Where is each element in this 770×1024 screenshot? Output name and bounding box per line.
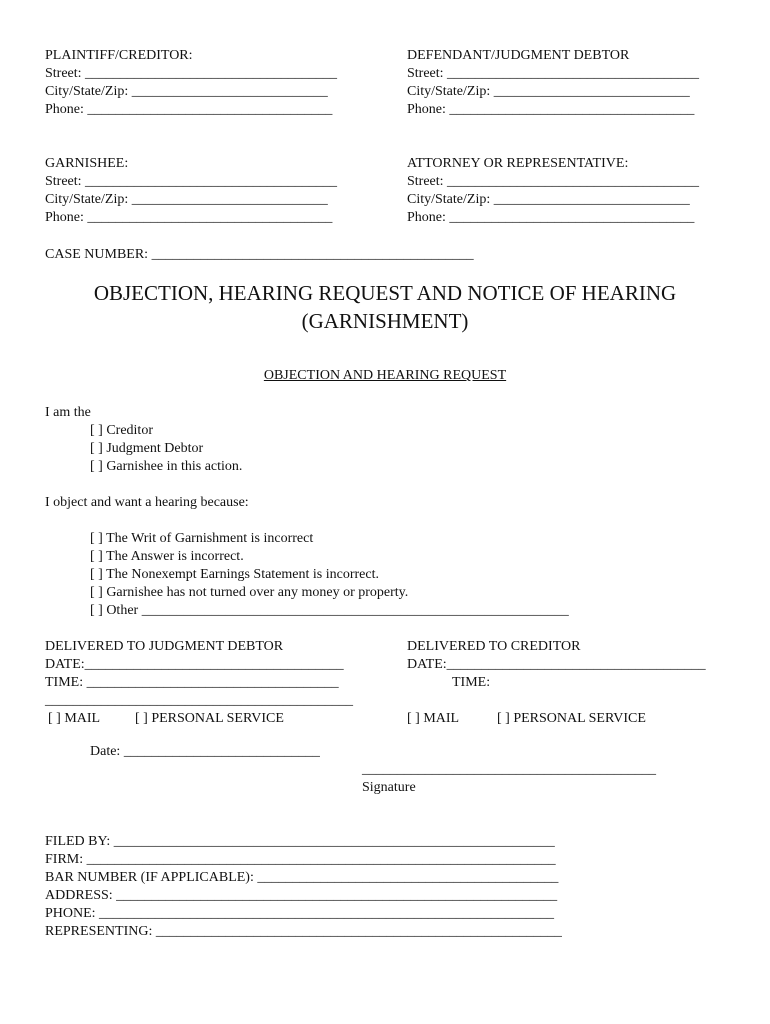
plaintiff-phone-field[interactable]: Phone: ___________________________________ xyxy=(45,102,333,117)
debtor-blank-line[interactable]: ____________________________________________ xyxy=(45,693,353,708)
delivered-debtor-heading: DELIVERED TO JUDGMENT DEBTOR xyxy=(45,639,284,654)
address-field[interactable]: ADDRESS: _______________________________________________________________ xyxy=(45,888,558,903)
garnishee-heading: GARNISHEE: xyxy=(45,156,129,171)
case-number-field[interactable]: CASE NUMBER: ______________________________________________ xyxy=(45,247,474,262)
plaintiff-city-field[interactable]: City/State/Zip: ____________________________ xyxy=(45,84,328,99)
attorney-city-field[interactable]: City/State/Zip: ____________________________ xyxy=(407,192,690,207)
document-title: OBJECTION, HEARING REQUEST AND NOTICE OF HEARING xyxy=(93,281,677,305)
creditor-mail-checkbox[interactable]: [ ] MAIL xyxy=(407,711,460,726)
debtor-personal-service-checkbox[interactable]: [ ] PERSONAL SERVICE xyxy=(135,711,284,726)
reason-other-checkbox[interactable]: [ ] Other _____________________________________________________________ xyxy=(90,603,569,618)
signature-label: Signature xyxy=(362,780,416,795)
delivered-creditor-heading: DELIVERED TO CREDITOR xyxy=(407,639,581,654)
defendant-phone-field[interactable]: Phone: ___________________________________ xyxy=(407,102,695,117)
phone-field[interactable]: PHONE: _________________________________________________________________ xyxy=(45,906,555,921)
garnishee-street-field[interactable]: Street: ____________________________________ xyxy=(45,174,338,189)
plaintiff-street-field[interactable]: Street: ____________________________________ xyxy=(45,66,338,81)
garnishee-phone-field[interactable]: Phone: ___________________________________ xyxy=(45,210,333,225)
debtor-date-field[interactable]: DATE:_____________________________________ xyxy=(45,657,344,672)
firm-field[interactable]: FIRM: ___________________________________________________________________ xyxy=(45,852,556,867)
debtor-time-field[interactable]: TIME: ____________________________________ xyxy=(45,675,339,690)
document-subtitle: (GARNISHMENT) xyxy=(301,309,469,333)
option-judgment-debtor-checkbox[interactable]: [ ] Judgment Debtor xyxy=(90,441,204,456)
reason-writ-checkbox[interactable]: [ ] The Writ of Garnishment is incorrect xyxy=(90,531,314,546)
reason-answer-checkbox[interactable]: [ ] The Answer is incorrect. xyxy=(90,549,244,564)
filed-by-field[interactable]: FILED BY: _______________________________________________________________ xyxy=(45,834,555,849)
plaintiff-heading: PLAINTIFF/CREDITOR: xyxy=(45,48,193,63)
creditor-date-field[interactable]: DATE:_____________________________________ xyxy=(407,657,706,672)
garnishee-city-field[interactable]: City/State/Zip: ____________________________ xyxy=(45,192,328,207)
defendant-city-field[interactable]: City/State/Zip: ____________________________ xyxy=(407,84,690,99)
creditor-time-label[interactable]: TIME: xyxy=(452,675,491,690)
option-creditor-checkbox[interactable]: [ ] Creditor xyxy=(90,423,153,438)
objection-intro: I object and want a hearing because: xyxy=(45,495,249,510)
reason-nonexempt-checkbox[interactable]: [ ] The Nonexempt Earnings Statement is incorrect. xyxy=(90,567,379,582)
attorney-street-field[interactable]: Street: ____________________________________ xyxy=(407,174,700,189)
date-field[interactable]: Date: ____________________________ xyxy=(90,744,320,759)
iam-intro: I am the xyxy=(45,405,91,420)
option-garnishee-checkbox[interactable]: [ ] Garnishee in this action. xyxy=(90,459,243,474)
representing-field[interactable]: REPRESENTING: __________________________________________________________ xyxy=(45,924,562,939)
reason-garnishee-checkbox[interactable]: [ ] Garnishee has not turned over any money or property. xyxy=(90,585,409,600)
section-heading: OBJECTION AND HEARING REQUEST xyxy=(263,368,507,383)
defendant-street-field[interactable]: Street: ____________________________________ xyxy=(407,66,700,81)
signature-line[interactable]: __________________________________________ xyxy=(362,762,656,777)
creditor-personal-service-checkbox[interactable]: [ ] PERSONAL SERVICE xyxy=(497,711,646,726)
bar-number-field[interactable]: BAR NUMBER (IF APPLICABLE): ___________________________________________ xyxy=(45,870,559,885)
attorney-phone-field[interactable]: Phone: ___________________________________ xyxy=(407,210,695,225)
attorney-heading: ATTORNEY OR REPRESENTATIVE: xyxy=(407,156,629,171)
defendant-heading: DEFENDANT/JUDGMENT DEBTOR xyxy=(407,48,630,63)
debtor-mail-checkbox[interactable]: [ ] MAIL xyxy=(48,711,101,726)
